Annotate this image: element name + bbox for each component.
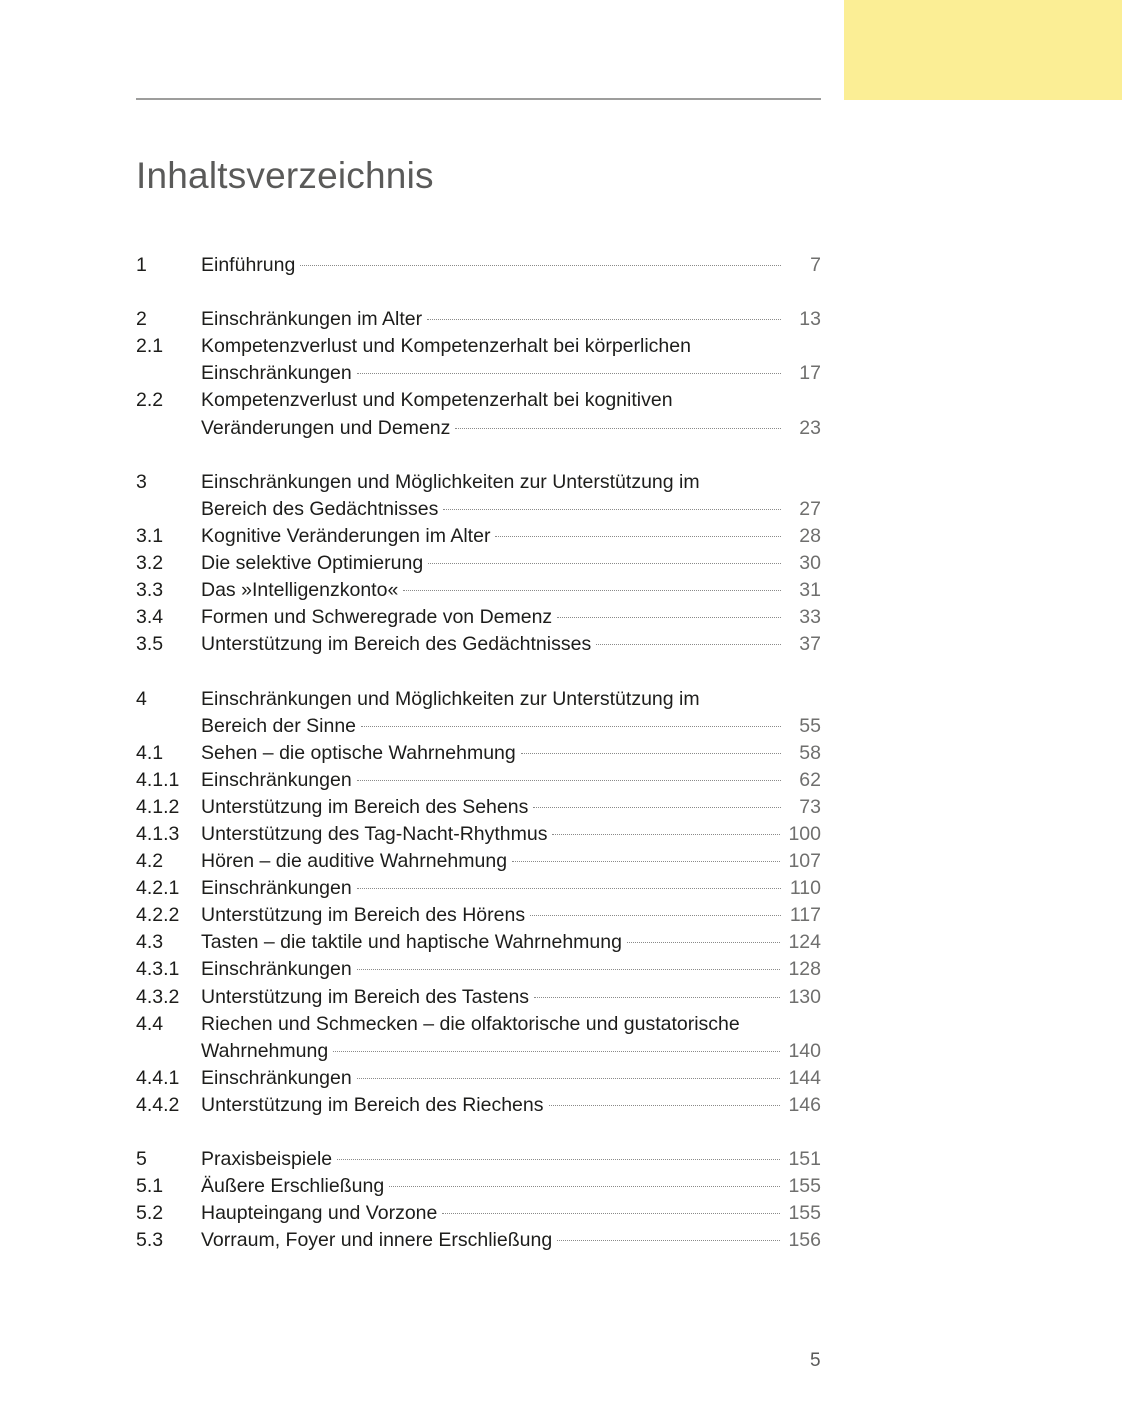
toc-entry-page: 155 bbox=[788, 1175, 821, 1198]
toc-entry-line bbox=[136, 1227, 821, 1254]
toc-entry-line bbox=[136, 1092, 821, 1119]
toc-dot-leader bbox=[357, 373, 781, 374]
toc-entry-body bbox=[201, 1227, 821, 1254]
toc-entry-number: 4.1 bbox=[136, 741, 164, 764]
toc-entry-page: 140 bbox=[788, 1039, 821, 1062]
toc-entry-number: 1 bbox=[136, 254, 147, 276]
toc-entry-page: 27 bbox=[799, 497, 821, 520]
toc-entry-page: 37 bbox=[799, 633, 821, 656]
toc-dot-leader bbox=[357, 780, 781, 781]
toc-entry-line bbox=[136, 1038, 821, 1065]
toc-entry-body bbox=[201, 523, 821, 550]
toc-entry-line bbox=[136, 1173, 821, 1200]
toc-entry-page: 100 bbox=[788, 822, 821, 845]
toc-entry-title: Einführung bbox=[201, 254, 296, 276]
toc-dot-leader bbox=[357, 969, 781, 970]
toc-entry-title: Hören – die auditive Wahrnehmung bbox=[201, 850, 508, 873]
toc-dot-leader bbox=[337, 1159, 780, 1160]
toc-entry-body bbox=[201, 333, 821, 360]
toc-dot-leader bbox=[389, 1186, 780, 1187]
toc-dot-leader bbox=[443, 509, 781, 510]
toc-entry-number: 5.2 bbox=[136, 1202, 164, 1225]
toc-entry-page: 33 bbox=[799, 606, 821, 629]
toc-entry-title: Formen und Schweregrade von Demenz bbox=[201, 606, 553, 629]
toc-entry-page: 17 bbox=[799, 362, 821, 385]
toc-entry-title: Einschränkungen bbox=[201, 1066, 352, 1089]
toc-entry-line bbox=[136, 1011, 821, 1038]
toc-entry-title: Haupteingang und Vorzone bbox=[201, 1202, 438, 1225]
toc-entry-title: Riechen und Schmecken – die olfaktorische und gustatorische bbox=[201, 1012, 740, 1035]
toc-entry-line bbox=[136, 929, 821, 956]
toc-entry-title: Kompetenzverlust und Kompetenzerhalt bei körperlichen bbox=[201, 335, 691, 358]
toc-entry-line bbox=[136, 496, 821, 523]
toc-entry-line bbox=[136, 631, 821, 658]
toc-entry-title: Unterstützung im Bereich des Riechens bbox=[201, 1093, 544, 1116]
toc-entry-number: 3.1 bbox=[136, 524, 164, 547]
toc-entry-body bbox=[201, 496, 821, 523]
toc-entry-title: Einschränkungen und Möglichkeiten zur Unterstützung im bbox=[201, 687, 700, 710]
toc-entry-body bbox=[201, 713, 821, 740]
toc-entry-line bbox=[136, 360, 821, 387]
toc-entry-line bbox=[136, 794, 821, 821]
toc-entry-number: 4.3.1 bbox=[136, 958, 180, 981]
toc-entry-line bbox=[136, 740, 821, 767]
toc-dot-leader bbox=[428, 563, 781, 564]
toc-entry-body bbox=[201, 360, 821, 387]
toc-entry-page: 124 bbox=[788, 931, 821, 954]
toc-dot-leader bbox=[533, 807, 781, 808]
toc-entry-page: 30 bbox=[799, 552, 821, 575]
toc-dot-leader bbox=[427, 319, 781, 320]
toc-entry-page: 156 bbox=[788, 1229, 821, 1252]
toc-entry-title: Einschränkungen bbox=[201, 958, 352, 981]
toc-entry-page: 151 bbox=[788, 1148, 821, 1171]
table-of-contents bbox=[136, 252, 821, 1254]
toc-entry-body bbox=[201, 1173, 821, 1200]
toc-dot-leader bbox=[549, 1105, 781, 1106]
toc-entry-title: Die selektive Optimierung bbox=[201, 552, 424, 575]
toc-entry-body bbox=[201, 550, 821, 577]
toc-entry-page: 110 bbox=[789, 877, 821, 900]
toc-dot-leader bbox=[357, 888, 781, 889]
toc-entry-title: Bereich des Gedächtnisses bbox=[201, 497, 439, 520]
toc-entry-title: Unterstützung im Bereich des Hörens bbox=[201, 904, 526, 927]
toc-entry-number: 3.5 bbox=[136, 633, 164, 656]
toc-entry-title: Äußere Erschließung bbox=[201, 1175, 385, 1198]
toc-entry-body bbox=[201, 1200, 821, 1227]
toc-entry-body bbox=[201, 794, 821, 821]
toc-entry-number: 2 bbox=[136, 308, 147, 331]
toc-entry-line bbox=[136, 523, 821, 550]
toc-entry-number: 4.1.3 bbox=[136, 822, 180, 845]
toc-dot-leader bbox=[521, 753, 781, 754]
toc-entry-page: 107 bbox=[788, 850, 821, 873]
toc-entry-line bbox=[136, 686, 821, 713]
toc-entry-number: 4.3.2 bbox=[136, 985, 180, 1008]
toc-entry-body bbox=[201, 1146, 821, 1173]
toc-entry-page: 7 bbox=[810, 254, 821, 276]
toc-dot-leader bbox=[495, 536, 781, 537]
toc-entry-title: Kognitive Veränderungen im Alter bbox=[201, 524, 491, 547]
yellow-accent-block bbox=[844, 0, 1122, 100]
toc-entry-line bbox=[136, 713, 821, 740]
toc-entry-body bbox=[201, 1092, 821, 1119]
toc-dot-leader bbox=[442, 1213, 780, 1214]
toc-entry-page: 117 bbox=[789, 904, 821, 927]
toc-entry-body bbox=[201, 984, 821, 1011]
toc-entry-page: 146 bbox=[788, 1093, 821, 1116]
toc-entry-page: 155 bbox=[788, 1202, 821, 1225]
toc-entry-line bbox=[136, 333, 821, 360]
toc-entry-title: Unterstützung im Bereich des Gedächtnisses bbox=[201, 633, 592, 656]
toc-entry-number: 4.2.1 bbox=[136, 877, 180, 900]
toc-entry-line bbox=[136, 848, 821, 875]
toc-entry-body bbox=[201, 306, 821, 333]
toc-entry-line bbox=[136, 469, 821, 496]
toc-entry-number: 4.1.1 bbox=[136, 768, 180, 791]
toc-entry-body bbox=[201, 740, 821, 767]
toc-entry-line bbox=[136, 956, 821, 983]
toc-entry-number: 3 bbox=[136, 470, 147, 493]
toc-entry-title: Einschränkungen bbox=[201, 768, 352, 791]
toc-entry-body bbox=[201, 821, 821, 848]
toc-entry-number: 2.2 bbox=[136, 389, 164, 412]
toc-entry-title: Vorraum, Foyer und innere Erschließung bbox=[201, 1229, 553, 1252]
toc-dot-leader bbox=[627, 942, 780, 943]
toc-entry-line bbox=[136, 387, 821, 414]
toc-entry-line bbox=[136, 415, 821, 442]
toc-entry-line bbox=[136, 1200, 821, 1227]
page-title: Inhaltsverzeichnis bbox=[136, 155, 434, 196]
toc-entry-page: 55 bbox=[799, 714, 821, 737]
toc-entry-page: 62 bbox=[799, 768, 821, 791]
toc-entry-body bbox=[201, 1038, 821, 1065]
toc-entry-number: 4.4 bbox=[136, 1012, 164, 1035]
toc-entry-number: 4.1.2 bbox=[136, 795, 180, 818]
toc-entry-page: 128 bbox=[788, 958, 821, 981]
toc-dot-leader bbox=[552, 834, 780, 835]
toc-entry-page: 28 bbox=[799, 524, 821, 547]
page-number: 5 bbox=[810, 1350, 821, 1371]
toc-entry-body bbox=[201, 631, 821, 658]
toc-entry-body bbox=[201, 875, 821, 902]
toc-entry-line bbox=[136, 550, 821, 577]
toc-entry-number: 4.3 bbox=[136, 931, 164, 954]
toc-entry-page: 144 bbox=[788, 1066, 821, 1089]
toc-dot-leader bbox=[357, 1078, 781, 1079]
toc-entry-body bbox=[201, 929, 821, 956]
toc-entry-title: Kompetenzverlust und Kompetenzerhalt bei kognitiven bbox=[201, 389, 673, 412]
toc-entry-number: 4.2 bbox=[136, 850, 164, 873]
toc-entry-page: 23 bbox=[799, 416, 821, 439]
toc-entry-title: Einschränkungen bbox=[201, 877, 352, 900]
toc-entry-body bbox=[201, 469, 821, 496]
toc-entry-page: 73 bbox=[799, 795, 821, 818]
toc-entry-line bbox=[136, 252, 821, 279]
toc-dot-leader bbox=[530, 915, 781, 916]
toc-entry-number: 3.4 bbox=[136, 606, 164, 629]
toc-entry-line bbox=[136, 604, 821, 631]
toc-entry-line bbox=[136, 767, 821, 794]
toc-entry-body bbox=[201, 415, 821, 442]
toc-entry-line bbox=[136, 306, 821, 333]
toc-entry-body bbox=[201, 252, 821, 279]
toc-dot-leader bbox=[557, 1240, 780, 1241]
toc-entry-title: Das »Intelligenzkonto« bbox=[201, 579, 399, 602]
toc-entry-body bbox=[201, 902, 821, 929]
toc-entry-title: Einschränkungen im Alter bbox=[201, 308, 423, 331]
top-rule bbox=[136, 98, 821, 100]
toc-dot-leader bbox=[361, 726, 781, 727]
toc-entry-body bbox=[201, 1065, 821, 1092]
toc-dot-leader bbox=[403, 590, 781, 591]
toc-entry-page: 58 bbox=[799, 741, 821, 764]
toc-entry-body bbox=[201, 1011, 821, 1038]
toc-dot-leader bbox=[596, 644, 781, 645]
toc-entry-number: 5.1 bbox=[136, 1175, 164, 1198]
toc-entry-title: Tasten – die taktile und haptische Wahrnehmung bbox=[201, 931, 622, 954]
toc-entry-title: Unterstützung des Tag-Nacht-Rhythmus bbox=[201, 822, 548, 845]
toc-entry-line bbox=[136, 875, 821, 902]
toc-entry-title: Veränderungen und Demenz bbox=[201, 416, 451, 439]
toc-dot-leader bbox=[300, 265, 781, 266]
toc-entry-body bbox=[201, 577, 821, 604]
toc-entry-title: Sehen – die optische Wahrnehmung bbox=[201, 741, 516, 764]
toc-entry-body bbox=[201, 604, 821, 631]
toc-entry-title: Praxisbeispiele bbox=[201, 1148, 333, 1171]
toc-entry-line bbox=[136, 1065, 821, 1092]
toc-entry-page: 130 bbox=[788, 985, 821, 1008]
toc-entry-title: Bereich der Sinne bbox=[201, 714, 357, 737]
toc-entry-body bbox=[201, 686, 821, 713]
toc-entry-number: 4.2.2 bbox=[136, 904, 180, 927]
toc-dot-leader bbox=[455, 428, 781, 429]
toc-entry-page: 13 bbox=[799, 308, 821, 331]
toc-entry-title: Unterstützung im Bereich des Sehens bbox=[201, 795, 529, 818]
toc-entry-title: Unterstützung im Bereich des Tastens bbox=[201, 985, 530, 1008]
toc-entry-line bbox=[136, 821, 821, 848]
toc-entry-body bbox=[201, 956, 821, 983]
toc-dot-leader bbox=[557, 617, 781, 618]
toc-entry-number: 4 bbox=[136, 687, 147, 710]
toc-entry-line bbox=[136, 902, 821, 929]
toc-dot-leader bbox=[512, 861, 780, 862]
toc-entry-page: 31 bbox=[799, 579, 821, 602]
toc-entry-number: 3.3 bbox=[136, 579, 164, 602]
toc-entry-line bbox=[136, 984, 821, 1011]
toc-entry-number: 5.3 bbox=[136, 1229, 164, 1252]
toc-entry-body bbox=[201, 767, 821, 794]
toc-dot-leader bbox=[534, 997, 780, 998]
toc-entry-title: Wahrnehmung bbox=[201, 1039, 329, 1062]
toc-entry-body bbox=[201, 848, 821, 875]
toc-entry-line bbox=[136, 577, 821, 604]
toc-entry-body bbox=[201, 387, 821, 414]
toc-dot-leader bbox=[333, 1051, 780, 1052]
toc-entry-number: 2.1 bbox=[136, 335, 164, 358]
toc-entry-number: 3.2 bbox=[136, 552, 164, 575]
toc-entry-number: 4.4.1 bbox=[136, 1066, 180, 1089]
toc-entry-line bbox=[136, 1146, 821, 1173]
toc-entry-title: Einschränkungen bbox=[201, 362, 352, 385]
toc-entry-number: 4.4.2 bbox=[136, 1093, 180, 1116]
toc-entry-number: 5 bbox=[136, 1148, 147, 1171]
toc-entry-title: Einschränkungen und Möglichkeiten zur Unterstützung im bbox=[201, 470, 700, 493]
